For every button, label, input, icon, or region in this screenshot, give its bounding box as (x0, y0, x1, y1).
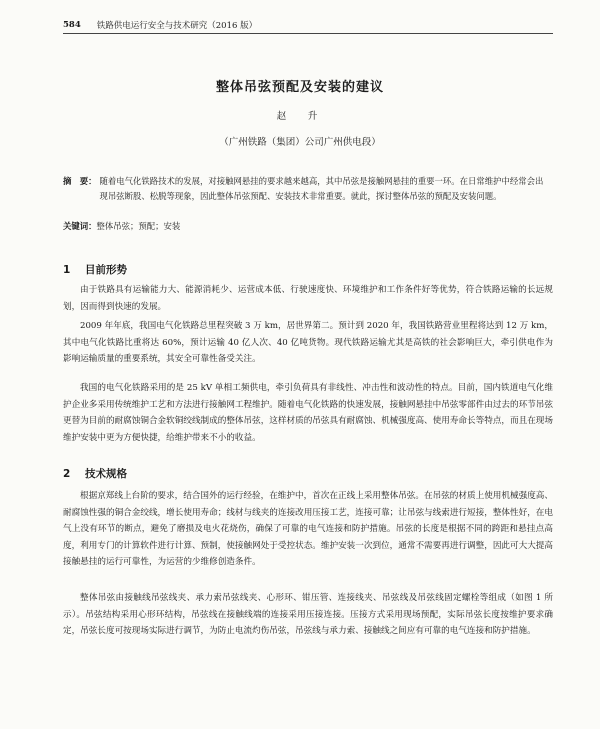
header-rule (63, 33, 553, 34)
section-heading (63, 262, 127, 277)
abstract-text: 随着电气化铁路技术的发展，对接触网悬挂的要求越来越高，其中吊弦是接触网悬挂的重要一环。在日常维护中经常会出现吊弦断股、松脱等现象，因此整体吊弦预配、安装技术非常重要。就此，探讨整体吊弦的预配及安装问题。 (99, 176, 544, 201)
body-paragraph: 根据京郑线上台阶的要求，结合国外的运行经验，在维护中，首次在正线上采用整体吊弦。在吊弦的材质上使用机械强度高、耐腐蚀性强的铜合金绞线，增长使用寿命；线材与线夹的连接改用压接工艺，连接可靠；让吊弦与线索进行短接，整体性好，在电气上没有环节的断点，避免了磨损及电火花烧伤，确保了可靠的电气连接和防护措施。吊弦的长度是根据不同的跨距和悬挂点高度，利用专门的计算软件进行计算、预制，使接触网处于受控状态。维护安装一次到位，通常不需要再进行调整，因此可大大提高接触悬挂的运行可靠性，为运营的少维修创造条件。 (63, 491, 553, 567)
section-number: 2 (63, 468, 71, 480)
page-number: 584 (63, 20, 81, 30)
paper-title: 整体吊弦预配及安装的建议 (215, 80, 384, 95)
body-paragraph: 2009 年年底，我国电气化铁路总里程突破 3 万 km，居世界第二。预计到 2020 年，我国铁路营业里程将达到 12 万 km，其中电气化铁路比重将达 60%，预计运输 40 亿人次、40 亿吨货物。现代铁路运输尤其是高铁的社会影响巨大，牵引供电作为影响运输质量的重要系统，其安全可靠性备受关注。 (63, 321, 553, 364)
abstract-label: 摘 要： (63, 176, 97, 186)
body-paragraph: 我国的电气化铁路采用的是 25 kV 单相工频供电，牵引负荷具有非线性、冲击性和波动性的特点。目前，国内铁道电气化维护企业多采用传统维护工艺和方法进行接触网工程维护。随着电气化铁路的快速发展，接触网悬挂中吊弦零部件由过去的环节吊弦更替为目前的耐腐蚀铜合金软铜绞线制成的整体吊弦，这样材质的吊弦具有耐腐蚀、机械强度高、使用寿命长等特点，而且在现场维护安装中更为方便快捷，给维护带来不小的收益。 (63, 383, 553, 443)
section-title: 技术规格 (85, 468, 127, 480)
section-heading (63, 466, 127, 481)
author-name: 赵 升 (276, 111, 324, 122)
abstract (63, 174, 551, 204)
keywords-label: 关键词： (63, 221, 97, 231)
journal-name: 铁路供电运行安全与技术研究（2016 版） (96, 21, 258, 31)
body-paragraph: 整体吊弦由接触线吊弦线夹、承力索吊弦线夹、心形环、钳压管、连接线夹、吊弦线及吊弦线固定螺栓等组成（如图 1 所示）。吊弦结构采用心形环结构，吊弦线在接触线端的连接采用压接连接。压接方式采用现场预配，实际吊弦长度按维护要求确定，吊弦长度可按现场实际进行调节，为防止电流灼伤吊弦，吊弦线与承力索、接触线之间应有可靠的电气连接和防护措施。 (63, 593, 553, 636)
running-header (63, 19, 553, 31)
body-paragraph: 由于铁路具有运输能力大、能源消耗少、运营成本低、行驶速度快、环境维护和工作条件好等优势，符合铁路运输的长远规划，因而得到快速的发展。 (63, 285, 553, 312)
section-title: 目前形势 (85, 264, 127, 276)
keywords (63, 220, 551, 232)
section-number: 1 (63, 264, 71, 276)
keywords-text: 整体吊弦；预配；安装 (96, 221, 181, 231)
affiliation: （广州铁路（集团）公司广州供电段） (219, 137, 381, 148)
